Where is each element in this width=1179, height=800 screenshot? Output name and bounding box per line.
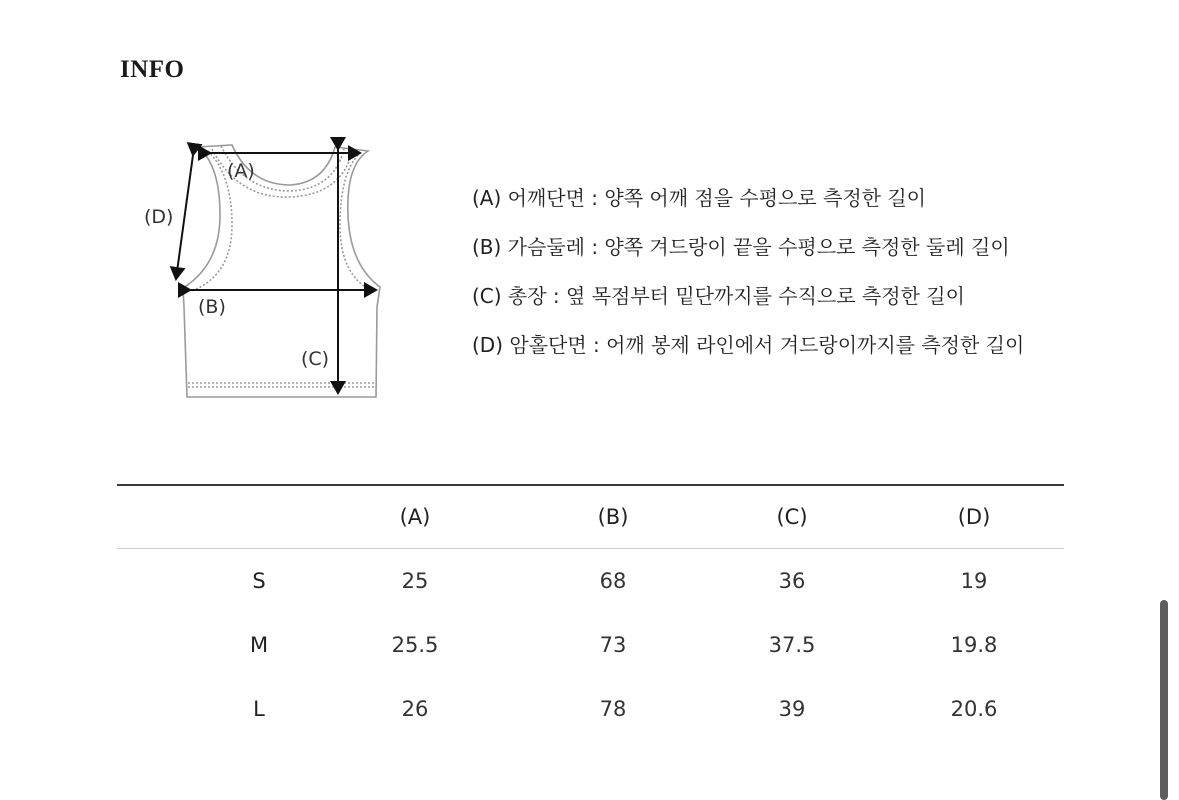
page-title: INFO bbox=[120, 56, 185, 83]
legend-item-c: (C) 총장 : 옆 목점부터 밑단까지를 수직으로 측정한 길이 bbox=[472, 284, 965, 308]
legend-item-b: (B) 가슴둘레 : 양쪽 겨드랑이 끝을 수평으로 측정한 둘레 길이 bbox=[472, 235, 1010, 259]
measurement-arrows bbox=[176, 149, 376, 393]
header-size bbox=[189, 486, 329, 548]
row-size-label: M bbox=[249, 633, 269, 657]
cell-d: 19 bbox=[960, 569, 988, 593]
diagram-label-d: (D) bbox=[144, 206, 174, 228]
cell-b: 68 bbox=[599, 569, 627, 593]
table-row bbox=[117, 613, 1064, 677]
header-d: (D) bbox=[957, 505, 991, 529]
crop-top-illustration bbox=[140, 135, 400, 410]
table-header-row bbox=[117, 486, 1064, 549]
cell-c: 36 bbox=[778, 569, 806, 593]
diagram-label-b: (B) bbox=[198, 296, 226, 318]
cell-b: 78 bbox=[599, 697, 627, 721]
header-c: (C) bbox=[776, 505, 808, 529]
measurement-legend bbox=[472, 183, 1112, 379]
table-row bbox=[117, 549, 1064, 613]
cell-a: 26 bbox=[401, 697, 429, 721]
measurement-diagram bbox=[140, 135, 400, 410]
legend-item-d: (D) 암홀단면 : 어깨 봉제 라인에서 겨드랑이까지를 측정한 길이 bbox=[472, 333, 1025, 357]
size-table bbox=[117, 484, 1064, 741]
cell-c: 37.5 bbox=[768, 633, 816, 657]
cell-d: 20.6 bbox=[950, 697, 998, 721]
row-size-label: L bbox=[253, 697, 265, 721]
garment-outline bbox=[183, 145, 380, 397]
diagram-label-a: (A) bbox=[227, 160, 255, 182]
legend-item-a: (A) 어깨단면 : 양쪽 어깨 점을 수평으로 측정한 길이 bbox=[472, 186, 926, 210]
scrollbar-thumb[interactable] bbox=[1160, 600, 1168, 800]
cell-c: 39 bbox=[778, 697, 806, 721]
row-size-label: S bbox=[252, 569, 266, 593]
cell-a: 25 bbox=[401, 569, 429, 593]
header-a: (A) bbox=[399, 505, 431, 529]
cell-b: 73 bbox=[599, 633, 627, 657]
cell-d: 19.8 bbox=[950, 633, 998, 657]
diagram-label-c: (C) bbox=[301, 348, 330, 370]
header-b: (B) bbox=[597, 505, 629, 529]
cell-a: 25.5 bbox=[391, 633, 439, 657]
table-row bbox=[117, 677, 1064, 741]
